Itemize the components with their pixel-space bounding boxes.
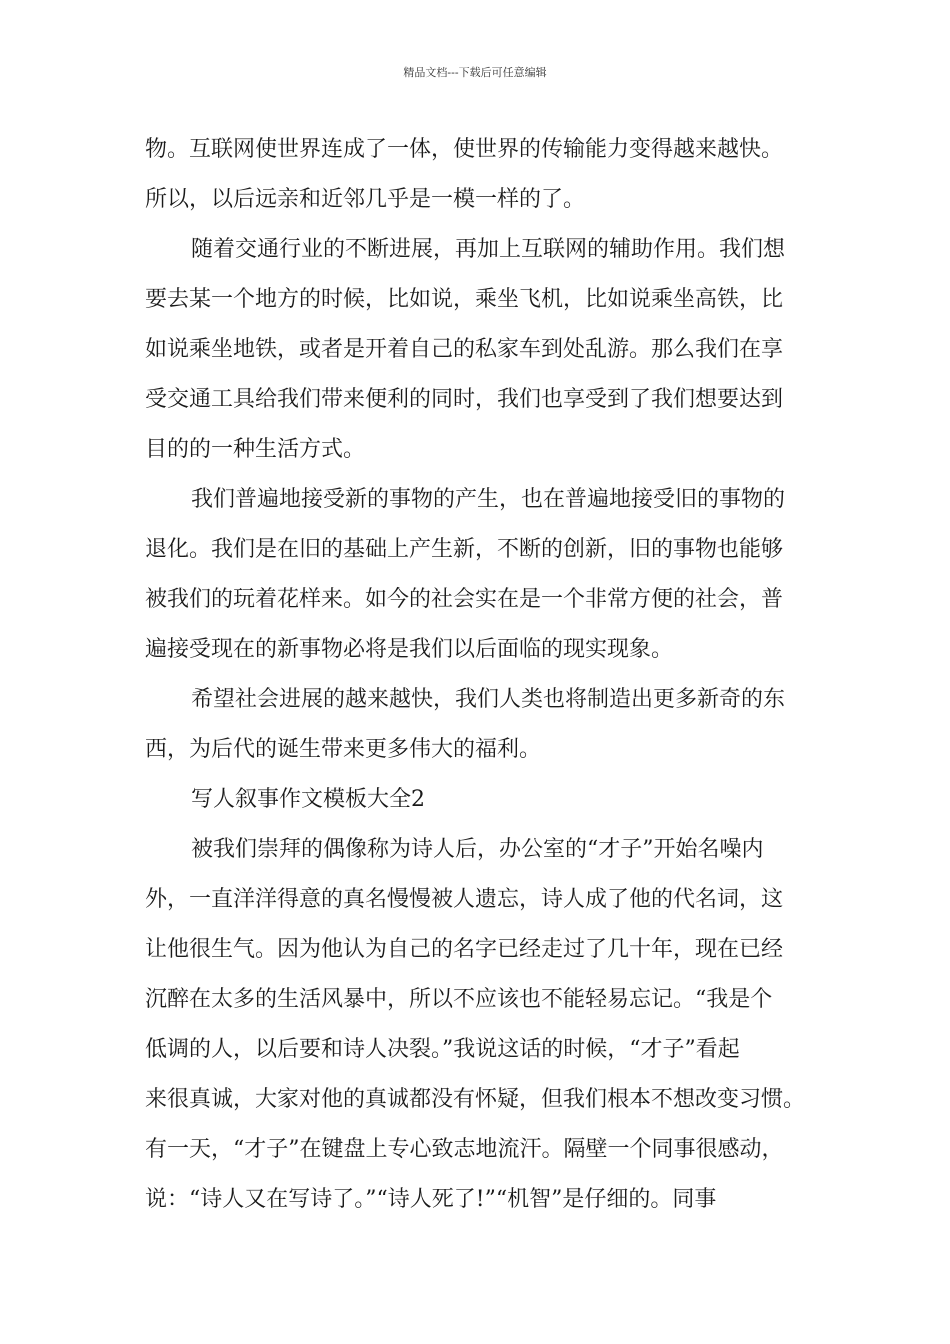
text-line: 随着交通行业的不断进展，再加上互联网的辅助作用。我们想 bbox=[191, 237, 786, 262]
text-line: 目的的一种生活方式。 bbox=[145, 437, 366, 462]
text-line: 受交通工具给我们带来便利的同时，我们也享受到了我们想要达到 bbox=[145, 387, 784, 412]
text-line: 遍接受现在的新事物必将是我们以后面临的现实现象。 bbox=[145, 637, 674, 662]
text-line: 有一天，“才子”在键盘上专心致志地流汗。隔壁一个同事很感动， bbox=[145, 1137, 784, 1162]
text-line: 说：“诗人又在写诗了。”“诗人死了!”“机智”是仔细的。同事 bbox=[145, 1187, 717, 1212]
text-line: 所以，以后远亲和近邻几乎是一模一样的了。 bbox=[145, 187, 586, 212]
text-line: 物。互联网使世界连成了一体，使世界的传输能力变得越来越快。 bbox=[145, 137, 784, 162]
page-header: 精品文档---下载后可任意编辑 bbox=[403, 66, 547, 79]
text-line: 如说乘坐地铁，或者是开着自己的私家车到处乱游。那么我们在享 bbox=[145, 337, 784, 362]
text-line: 退化。我们是在旧的基础上产生新，不断的创新，旧的事物也能够 bbox=[145, 537, 784, 562]
text-line: 被我们的玩着花样来。如今的社会实在是一个非常方便的社会，普 bbox=[145, 587, 784, 612]
text-line: 被我们崇拜的偶像称为诗人后，办公室的“才子”开始名噪内 bbox=[191, 837, 764, 862]
text-line: 外，一直洋洋得意的真名慢慢被人遗忘，诗人成了他的代名词，这 bbox=[145, 887, 784, 912]
text-line: 西，为后代的诞生带来更多伟大的福利。 bbox=[145, 737, 542, 762]
text-line: 希望社会进展的越来越快，我们人类也将制造出更多新奇的东 bbox=[191, 687, 786, 712]
text-line: 沉醉在太多的生活风暴中，所以不应该也不能轻易忘记。“我是个 bbox=[145, 987, 773, 1012]
text-line: 让他很生气。因为他认为自己的名字已经走过了几十年，现在已经 bbox=[145, 937, 784, 962]
text-line: 来很真诚，大家对他的真诚都没有怀疑，但我们根本不想改变习惯。 bbox=[145, 1087, 806, 1112]
section-heading: 写人叙事作文模板大全2 bbox=[191, 787, 425, 812]
text-line: 低调的人，以后要和诗人决裂。”我说这话的时候，“才子”看起 bbox=[145, 1037, 740, 1062]
text-line: 要去某一个地方的时候，比如说，乘坐飞机，比如说乘坐高铁，比 bbox=[145, 287, 784, 312]
text-line: 我们普遍地接受新的事物的产生，也在普遍地接受旧的事物的 bbox=[191, 487, 786, 512]
